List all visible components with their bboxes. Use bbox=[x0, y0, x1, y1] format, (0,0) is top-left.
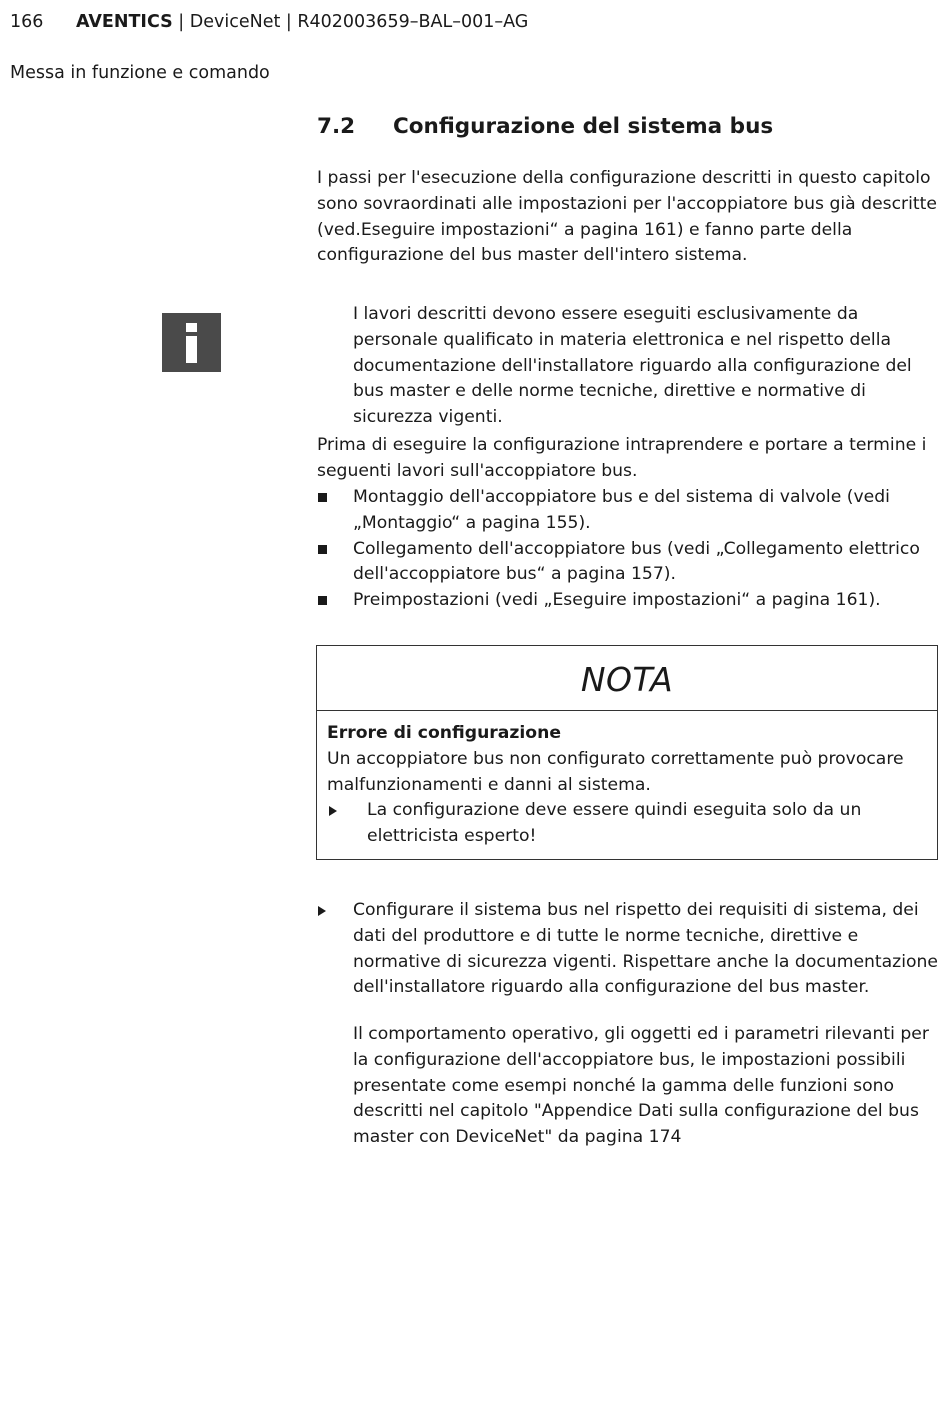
closing-paragraph: Il comportamento operativo, gli oggetti ed i parametri rilevanti per la configurazione dell'accoppiatore bus, le impostazioni possibili presentate come esempi nonché la gamma delle funzioni sono descritti nel capitolo "Appendice Dati sulla configurazione del bus master con DeviceNet" da pagina 174 bbox=[353, 1024, 929, 1148]
notice-heading: NOTA bbox=[317, 646, 937, 711]
list-item-text: Preimpostazioni (vedi „Eseguire impostazioni“ a pagina 161). bbox=[353, 590, 881, 611]
notice-action bbox=[327, 798, 927, 850]
prerequisite-list bbox=[317, 485, 942, 614]
notice-action-text: La configurazione deve essere quindi eseguita solo da un elettricista esperto! bbox=[367, 800, 862, 847]
list-item-text: Montaggio dell'accoppiatore bus e del sistema di valvole (vedi „Montaggio“ a pagina 155). bbox=[353, 487, 890, 533]
notice-text: Un accoppiatore bus non configurato correttamente può provocare malfunzionamenti e danni al sistema. bbox=[327, 748, 904, 795]
notice-body bbox=[317, 711, 937, 850]
section-heading bbox=[317, 114, 773, 139]
list-item bbox=[317, 537, 942, 589]
intro-paragraph: I passi per l'esecuzione della configurazione descritti in questo capitolo sono sovraordinati alle impostazioni per l'accoppiatore bus già descritte (ved.Eseguire impostazioni“ a pagina 161) e fanno parte della configurazione del bus master dell'intero sistema. bbox=[317, 168, 937, 266]
brand-name: AVENTICS bbox=[76, 12, 173, 32]
instruction-step bbox=[317, 898, 942, 1001]
list-item-text: Collegamento dell'accoppiatore bus (vedi „Collegamento elettrico dell'accoppiatore bus“ a pagina 157). bbox=[353, 538, 920, 585]
page-number: 166 bbox=[10, 12, 44, 32]
section-number: 7.2 bbox=[317, 114, 356, 139]
square-bullet-icon bbox=[318, 545, 327, 554]
info-icon bbox=[162, 313, 221, 372]
list-item bbox=[317, 588, 942, 614]
section-title: Configurazione del sistema bus bbox=[393, 114, 774, 139]
prerequisite-paragraph: Prima di eseguire la configurazione intraprendere e portare a termine i seguenti lavori sull'accoppiatore bus. bbox=[317, 435, 927, 481]
info-note-text: I lavori descritti devono essere eseguiti esclusivamente da personale qualificato in materia elettronica e nel rispetto della documentazione dell'installatore riguardo alla configurazione del bus master e delle norme tecniche, direttive e normative di sicurezza vigenti. bbox=[353, 304, 912, 428]
arrow-right-icon bbox=[318, 906, 326, 916]
page-header bbox=[10, 12, 528, 32]
document-reference: | DeviceNet | R402003659–BAL–001–AG bbox=[172, 12, 529, 32]
chapter-title: Messa in funzione e comando bbox=[10, 63, 270, 83]
notice-subheading: Errore di configurazione bbox=[327, 723, 561, 743]
list-item bbox=[317, 485, 942, 537]
arrow-right-icon bbox=[329, 806, 337, 816]
square-bullet-icon bbox=[318, 493, 327, 502]
notice-box bbox=[316, 645, 938, 860]
square-bullet-icon bbox=[318, 596, 327, 605]
instruction-step-text: Configurare il sistema bus nel rispetto dei requisiti di sistema, dei dati del produttore e di tutte le norme tecniche, direttive e normative di sicurezza vigenti. Rispettare anche la documentazione dell'installatore riguardo alla configurazione del bus master. bbox=[353, 900, 938, 998]
